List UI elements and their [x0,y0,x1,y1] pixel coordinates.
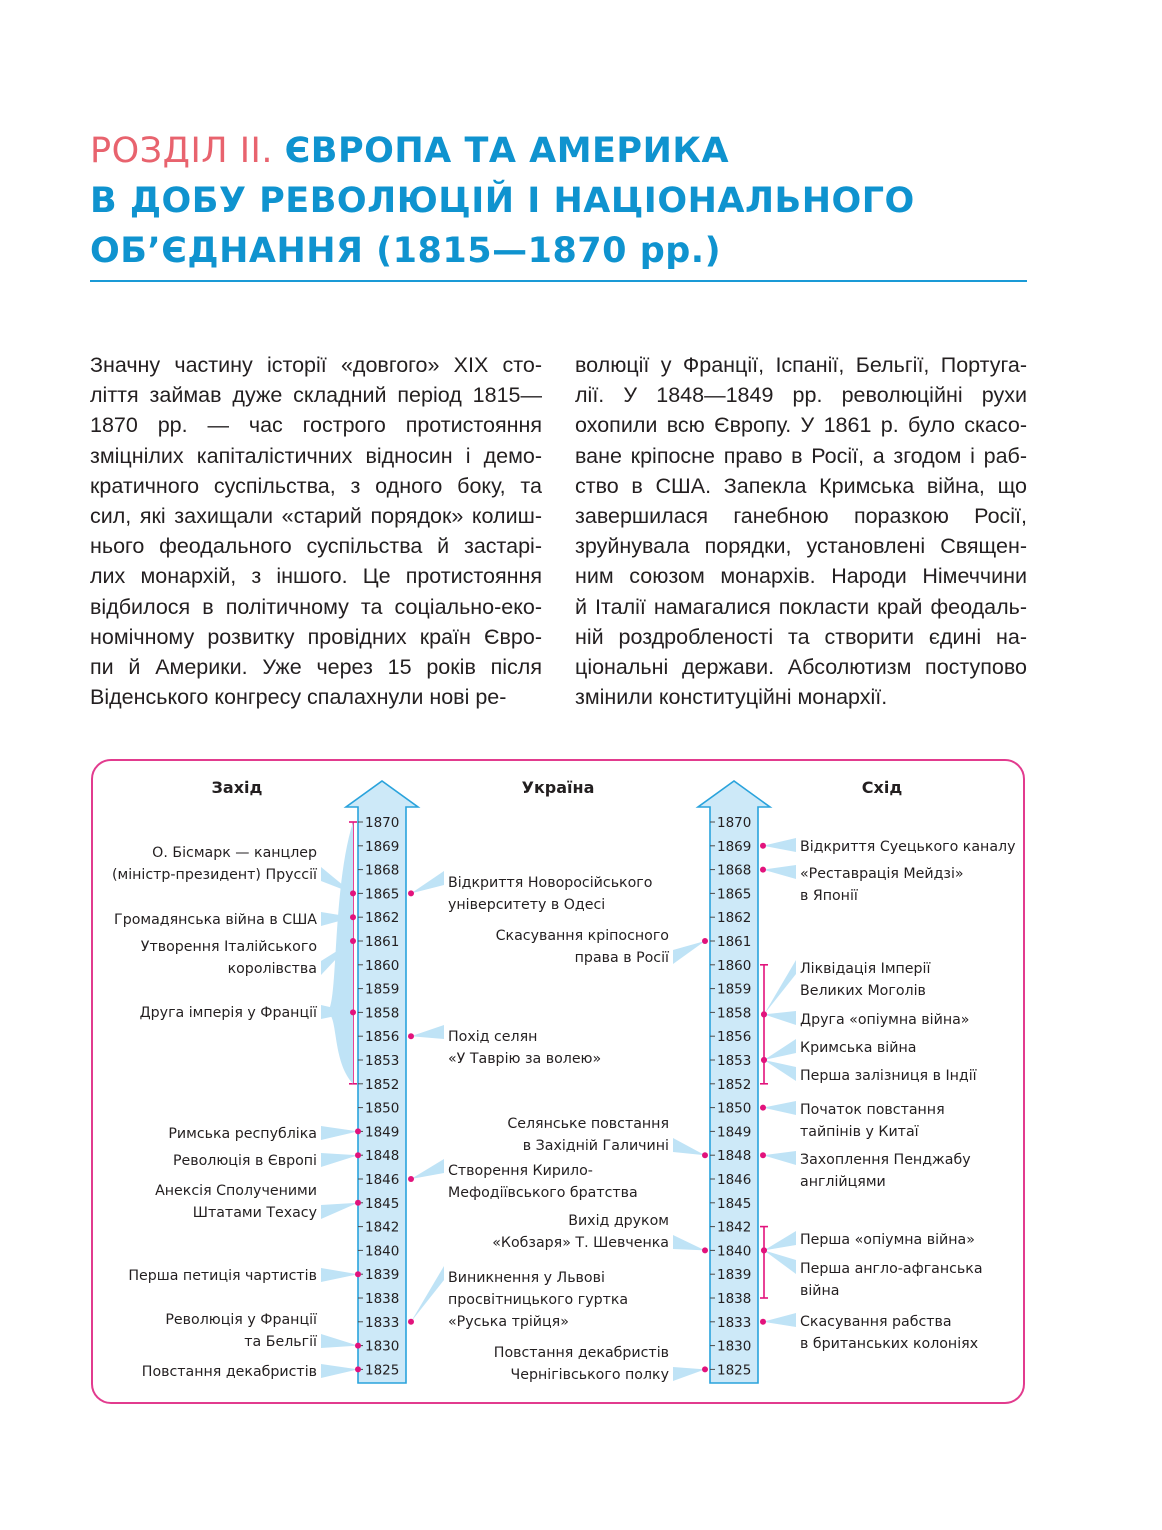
event-dot [355,1152,361,1158]
event-dot [408,1033,414,1039]
event-dot [355,1271,361,1277]
year-label: 1842 [365,1219,400,1236]
year-label: 1870 [365,815,400,831]
east-event-text: Відкриття Суецького каналу [800,839,1016,855]
event-dot [408,890,414,896]
event-dot [702,1152,708,1158]
year-label: 1858 [717,1005,752,1022]
callout-connector [763,1151,796,1165]
year-label: 1850 [365,1100,400,1117]
callout-connector [321,1268,358,1282]
callout-connector [764,960,796,1014]
year-label: 1861 [717,934,752,950]
ukraine-event-text: Мефодіївського братства [448,1185,638,1201]
event-dot [760,1152,766,1158]
callout-connector [764,1250,796,1274]
callout-connector [764,1231,796,1250]
east-event-text: тайпінів у Китаї [800,1124,919,1140]
callout-connector [321,1364,358,1378]
west-event-text: Революція у Франції [165,1312,317,1328]
year-label: 1825 [717,1362,752,1379]
east-event-text: Перша залізниця в Індії [800,1068,977,1084]
west-event-text: Революція в Європі [172,1153,317,1169]
callout-connector [763,865,796,879]
text-line: ціональні держави. Абсолютизм поступово [575,654,1027,679]
year-label: 1870 [717,815,752,831]
year-label: 1859 [365,981,400,998]
ukraine-event-text: університету в Одесі [448,897,606,913]
year-label: 1853 [365,1053,400,1069]
east-event-text: Перша «опіумна війна» [800,1232,975,1248]
event-dot [761,1011,767,1017]
east-event-text: Захоплення Пенджабу [800,1152,971,1168]
east-event-text: Друга «опіумна війна» [800,1012,970,1028]
callout-connector [673,941,705,964]
event-dot [408,1176,414,1182]
heading-line-1 [90,126,1030,176]
year-label: 1862 [717,910,752,927]
text-line: зруйнувала порядки, установлені Священ- [575,534,1027,559]
east-event-text: Початок повстання [800,1102,945,1118]
event-dot [355,1366,361,1372]
east-event-text: в Японії [800,888,858,904]
west-event-text: О. Бісмарк — канцлер [152,845,317,861]
year-label: 1868 [365,862,400,879]
text-line: волюції у Франції, Іспанії, Бельгії, Португа- [575,353,1027,377]
chapter-title-part-3: ОБ’ЄДНАННЯ (1815—1870 рр.) [90,231,722,271]
text-line: ним союзом монархів. Народи Німеччини [575,564,1027,589]
event-dot [355,1343,361,1349]
event-dot [761,1247,767,1253]
chapter-title-part-2: В ДОБУ РЕВОЛЮЦІЙ І НАЦІОНАЛЬНОГО [90,181,915,221]
year-label: 1869 [365,838,400,855]
year-label: 1850 [717,1100,752,1117]
west-event-text: Повстання декабристів [141,1364,317,1380]
callout-connector [673,1235,705,1250]
east-event-text: Кримська війна [800,1040,917,1056]
year-label: 1869 [717,838,752,855]
text-line: відбилося в політичному та соціально-еко- [90,594,542,619]
text-line: зміцнілих капіталістичних відносин і демо- [90,443,542,468]
event-dot [408,1319,414,1325]
ukraine-event-text: Селянське повстання [507,1116,669,1132]
text-line: ване кріпосне право в Росії, а згодом і раб- [575,443,1027,468]
callout-connector [411,1025,444,1039]
callout-connector [321,1153,358,1167]
west-event-text: та Бельгії [244,1334,317,1350]
ukraine-event-text: Створення Кирило- [448,1163,593,1179]
year-label: 1842 [717,1219,752,1236]
year-label: 1849 [365,1124,400,1141]
text-line: кратичного суспільства, з одного боку, та [90,473,542,498]
text-line: завершилася ганебною поразкою Росії, [575,503,1027,528]
ukraine-event-text: права в Росії [574,950,669,966]
callout-connector [411,871,444,893]
year-label: 1838 [365,1291,400,1307]
year-label: 1859 [717,981,752,998]
callout-connector [764,1060,796,1081]
ukraine-event-text: просвітницького гуртка [448,1292,629,1308]
year-label: 1853 [717,1053,752,1069]
west-event-text: (міністр-президент) Пруссії [111,867,317,883]
year-label: 1833 [365,1314,400,1331]
east-event-text: англійцями [800,1174,886,1190]
year-label: 1858 [365,1005,400,1022]
year-label: 1833 [717,1314,752,1331]
year-label: 1862 [365,910,400,927]
ukraine-event-text: Вихід друком [568,1213,669,1229]
text-line: сил, які захищали «старий порядок» колиш- [90,503,542,528]
west-event-text: Громадянська війна в США [114,912,317,928]
year-label: 1861 [365,934,400,950]
ukraine-event-text: в Західній Галичині [522,1138,669,1154]
west-event-text: Анексія Сполученими [155,1183,317,1199]
year-label: 1852 [717,1076,752,1093]
event-dot [355,1128,361,1134]
year-label: 1830 [365,1338,400,1355]
text-line: ство в США. Запекла Кримська війна, що [575,473,1027,498]
west-event-text: Друга імперія у Франції [139,1005,317,1021]
event-dot [702,1247,708,1253]
ukraine-event-text: Виникнення у Львові [448,1270,605,1286]
year-label: 1865 [365,886,400,903]
west-event-text: королівства [227,961,317,977]
event-dot [760,1105,766,1111]
text-line: ліття займав дуже складний період 1815— [90,383,542,408]
chapter-title-part-1: ЄВРОПА ТА АМЕРИКА [284,131,730,171]
body-text-left-column [90,350,542,712]
ukraine-event-text: «У Таврію за волею» [448,1051,602,1067]
year-label: 1840 [365,1243,400,1260]
ukraine-event-text: «Руська трійця» [448,1314,569,1330]
year-label: 1860 [717,957,752,974]
text-line: й Італії намагалися покласти край феодаль- [575,594,1027,619]
year-label: 1849 [717,1124,752,1141]
event-dot [760,843,766,849]
year-label: 1845 [365,1195,400,1212]
callout-connector [673,1138,705,1155]
column-header-west: Захід [211,778,263,797]
text-line: ній роздробленості та створити єдині на- [575,624,1027,649]
west-event-text: Римська республіка [168,1126,317,1142]
text-line: Віденського конгресу спалахнули нові ре- [90,685,507,710]
text-line: охопили всю Європу. У 1861 р. було скасо- [575,413,1027,438]
east-event-text: Скасування рабства [800,1314,952,1330]
event-dot [760,1319,766,1325]
east-event-text: Великих Моголів [800,983,926,999]
event-dot [350,890,356,896]
ukraine-event-text: Відкриття Новоросійського [448,875,653,891]
year-label: 1825 [365,1362,400,1379]
year-label: 1852 [365,1076,400,1093]
callout-connector [321,1334,358,1348]
ukraine-event-text: «Кобзаря» Т. Шевченка [492,1235,669,1251]
year-label: 1848 [365,1148,400,1165]
year-label: 1848 [717,1148,752,1165]
year-label: 1856 [717,1029,752,1046]
callout-connector [763,1101,796,1115]
event-dot [761,1057,767,1063]
timeline-diagram [91,759,1025,1404]
callout-connector [763,1313,796,1327]
text-line: змінили конституційні монархії. [575,685,888,710]
text-line: 1870 рр. — час гострого протистояння [90,413,542,438]
event-dot [350,914,356,920]
column-header-ukraine: Україна [521,778,595,797]
callout-connector [764,1011,796,1025]
event-dot [702,938,708,944]
text-line: лії. У 1848—1849 рр. революційні рухи [575,383,1027,408]
event-dot [350,1009,356,1015]
event-dot [760,867,766,873]
chapter-heading [90,126,1030,276]
west-event-text: Штатами Техасу [192,1205,317,1221]
text-line: пи й Америки. Уже через 15 років після [90,654,542,679]
body-text-right-column [575,350,1027,712]
year-label: 1839 [365,1267,400,1284]
year-label: 1856 [365,1029,400,1046]
year-label: 1838 [717,1291,752,1307]
callout-connector [763,838,796,852]
text-line: номічному розвитку провідних країн Євро- [90,624,542,649]
callout-connector [411,1266,444,1322]
year-label: 1865 [717,886,752,903]
text-line: Значну частину історії «довгого» XIX сто- [90,353,542,377]
year-label: 1846 [365,1172,400,1188]
east-event-text: Ліквідація Імперії [800,961,931,977]
year-label: 1830 [717,1338,752,1355]
east-event-text: війна [800,1283,840,1299]
year-label: 1845 [717,1195,752,1212]
year-label: 1846 [717,1172,752,1188]
east-event-text: Перша англо-афганська [800,1261,983,1277]
callout-connector [673,1367,705,1381]
chapter-prefix: РОЗДІЛ II. [90,131,273,171]
west-event-text: Утворення Італійського [140,939,317,955]
year-label: 1840 [717,1243,752,1260]
year-label: 1839 [717,1267,752,1284]
column-header-east: Схід [861,778,903,797]
text-line: нього феодального суспільства й застарі- [90,534,542,559]
year-label: 1860 [365,957,400,974]
callout-connector [321,1203,358,1219]
ukraine-event-text: Чернігівського полку [510,1367,669,1383]
event-dot [355,1200,361,1206]
ukraine-event-text: Повстання декабристів [493,1345,669,1361]
heading-rule [90,280,1027,282]
west-event-text: Перша петиція чартистів [128,1268,317,1284]
east-event-text: в британських колоніях [800,1336,979,1352]
event-dot [350,938,356,944]
callout-connector [321,1126,358,1140]
year-label: 1868 [717,862,752,879]
ukraine-event-text: Скасування кріпосного [495,928,669,944]
callout-connector [764,1039,796,1060]
ukraine-event-text: Похід селян [448,1029,538,1045]
event-dot [702,1366,708,1372]
text-line: лих монархій, з іншого. Це протистояння [90,564,542,589]
callout-connector [411,1159,444,1179]
east-event-text: «Реставрація Мейдзі» [800,866,964,882]
